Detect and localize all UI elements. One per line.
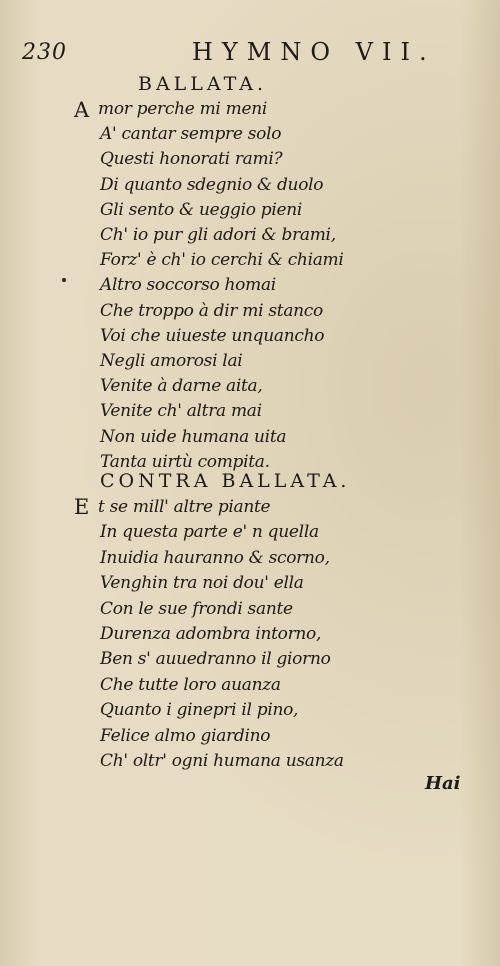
catchword: Hai xyxy=(425,773,461,794)
page-number: 230 xyxy=(22,40,67,65)
verse-line: Negli amorosi lai xyxy=(100,351,243,371)
verse-line: Venite à darne aita, xyxy=(100,376,263,397)
section-heading-ballata: BALLATA. xyxy=(138,73,267,95)
verse-line: Tanta uirtù compita. xyxy=(100,451,270,472)
verse-line: Quanto i ginepri il pino, xyxy=(100,700,299,721)
verse-line: Questi honorati rami? xyxy=(100,149,283,170)
verse-line: Ben s' auuedranno il giorno xyxy=(100,649,331,670)
verse-line: t se mill' altre piante xyxy=(98,497,271,517)
verse-line: Di quanto sdegnio & duolo xyxy=(100,174,324,195)
verse-line: Che tutte loro auanza xyxy=(100,674,281,695)
verse-line: Venghin tra noi dou' ella xyxy=(100,573,304,594)
section-initial-e: E xyxy=(74,495,90,519)
bleed-through-text xyxy=(397,60,492,760)
verse-line: Forz' è ch' io cerchi & chiami xyxy=(100,250,344,271)
verse-line: Venite ch' altra mai xyxy=(100,401,262,422)
verse-line: Felice almo giardino xyxy=(100,725,271,746)
verse-line: Ch' io pur gli adori & brami, xyxy=(100,225,336,245)
verse-line: Voi che uiueste unquancho xyxy=(100,325,325,346)
running-title: HYMNO VII. xyxy=(192,38,436,66)
verse-line: Con le sue frondi sante xyxy=(100,598,293,619)
ink-dot xyxy=(62,278,66,282)
verse-line: Inuidia hauranno & scorno, xyxy=(100,547,330,568)
verse-line: Altro soccorso homai xyxy=(100,275,276,296)
verse-line: Gli sento & ueggio pieni xyxy=(100,199,303,220)
verse-line: Che troppo à dir mi stanco xyxy=(100,300,323,321)
verse-line: A' cantar sempre solo xyxy=(100,124,282,145)
verse-line: In questa parte e' n quella xyxy=(100,522,319,543)
section-heading-contra-ballata: CONTRA BALLATA. xyxy=(100,470,351,492)
page-header xyxy=(22,38,492,68)
verse-line: Ch' oltr' ogni humana usanza xyxy=(100,751,344,771)
verse-line: mor perche mi meni xyxy=(98,99,268,119)
section-initial-a: A xyxy=(74,98,90,122)
verse-line: Non uide humana uita xyxy=(100,426,287,447)
verse-line: Durenza adombra intorno, xyxy=(100,624,322,644)
